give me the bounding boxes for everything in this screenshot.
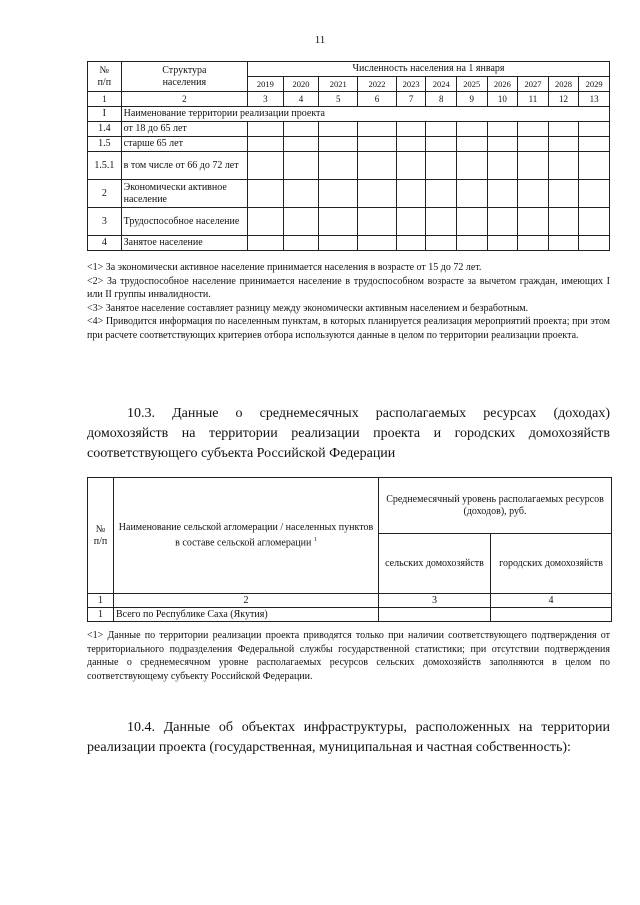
row-label: от 18 до 65 лет xyxy=(121,122,247,137)
row-num: 1.5 xyxy=(88,137,122,152)
data-cell xyxy=(283,236,319,251)
t2-header-name: Наименование сельской агломерации / населенных пунктов в составе сельской агломерации $^1$ xyxy=(114,478,379,594)
data-cell xyxy=(358,180,397,208)
data-cell xyxy=(319,152,358,180)
column-number: 6 xyxy=(358,92,397,107)
table2-notes xyxy=(87,629,610,683)
data-cell xyxy=(579,180,610,208)
data-cell xyxy=(319,236,358,251)
data-cell xyxy=(319,122,358,137)
data-cell xyxy=(248,137,284,152)
data-cell xyxy=(518,152,549,180)
header-structure: Структура населения xyxy=(121,62,247,92)
year-header: 2028 xyxy=(548,77,579,92)
row-label: Занятое население xyxy=(121,236,247,251)
data-cell xyxy=(426,180,457,208)
row-num: 1 xyxy=(88,608,114,622)
data-cell xyxy=(579,137,610,152)
data-cell xyxy=(487,137,518,152)
data-cell xyxy=(248,122,284,137)
row-name: Всего по Республике Саха (Якутия) xyxy=(114,608,379,622)
data-cell xyxy=(358,208,397,236)
footnote: <2> За трудоспособное население принимается население в трудоспособном возрасте за вычетом граждан, имеющих I или II группы инвалидности. xyxy=(87,275,610,300)
data-cell xyxy=(457,122,488,137)
row-label: в том числе от 66 до 72 лет xyxy=(121,152,247,180)
column-number: 7 xyxy=(396,92,426,107)
data-cell xyxy=(396,236,426,251)
data-cell xyxy=(518,208,549,236)
data-cell xyxy=(426,137,457,152)
data-cell xyxy=(579,152,610,180)
data-cell xyxy=(283,152,319,180)
data-cell xyxy=(487,236,518,251)
data-cell xyxy=(426,122,457,137)
column-number: 10 xyxy=(487,92,518,107)
column-number: 13 xyxy=(579,92,610,107)
data-cell xyxy=(457,180,488,208)
data-cell xyxy=(379,608,491,622)
data-cell xyxy=(518,180,549,208)
year-header: 2021 xyxy=(319,77,358,92)
data-cell xyxy=(579,208,610,236)
data-cell xyxy=(548,137,579,152)
data-cell xyxy=(487,180,518,208)
data-cell xyxy=(518,137,549,152)
year-header: 2029 xyxy=(579,77,610,92)
row-num: 1.5.1 xyxy=(88,152,122,180)
year-header: 2027 xyxy=(518,77,549,92)
data-cell xyxy=(283,208,319,236)
population-table xyxy=(87,61,610,251)
year-header: 2024 xyxy=(426,77,457,92)
data-cell xyxy=(319,137,358,152)
data-cell xyxy=(248,236,284,251)
data-cell xyxy=(426,152,457,180)
page-number: 11 xyxy=(314,34,326,46)
section-row-label: Наименование территории реализации проекта xyxy=(121,107,609,122)
row-label: Экономически активное население xyxy=(121,180,247,208)
data-cell xyxy=(396,180,426,208)
data-cell xyxy=(548,180,579,208)
data-cell xyxy=(487,122,518,137)
data-cell xyxy=(358,152,397,180)
section-10-3-heading: 10.3. Данные о среднемесячных располагаемых ресурсах (доходах) домохозяйств на территории реализации проекта и городских домохозяйств соответствующего субъекта Российской Федерации xyxy=(87,406,610,461)
data-cell xyxy=(457,137,488,152)
column-number: 3 xyxy=(379,594,491,608)
table-row xyxy=(88,180,610,208)
column-number: 2 xyxy=(121,92,247,107)
row-num: 4 xyxy=(88,236,122,251)
data-cell xyxy=(426,236,457,251)
column-number: 3 xyxy=(248,92,284,107)
column-number: 8 xyxy=(426,92,457,107)
data-cell xyxy=(457,236,488,251)
data-cell xyxy=(579,236,610,251)
data-cell xyxy=(518,236,549,251)
table-row xyxy=(88,208,610,236)
section-row-num: I xyxy=(88,107,122,122)
column-number: 1 xyxy=(88,594,114,608)
t2-header-urban: городских домохозяйств xyxy=(491,534,612,594)
data-cell xyxy=(548,236,579,251)
column-number: 9 xyxy=(457,92,488,107)
data-cell xyxy=(396,122,426,137)
t2-header-num: № п/п xyxy=(88,478,114,594)
year-header: 2022 xyxy=(358,77,397,92)
year-header: 2019 xyxy=(248,77,284,92)
data-cell xyxy=(491,608,612,622)
data-cell xyxy=(548,122,579,137)
data-cell xyxy=(319,208,358,236)
data-cell xyxy=(518,122,549,137)
row-num: 2 xyxy=(88,180,122,208)
t2-header-income: Среднемесячный уровень располагаемых ресурсов (доходов), руб. xyxy=(379,478,612,534)
column-number: 11 xyxy=(518,92,549,107)
year-header: 2023 xyxy=(396,77,426,92)
data-cell xyxy=(248,208,284,236)
footnote: <1> Данные по территории реализации проекта приводятся только при наличии соответствующего подтверждения от территориального подразделения Федеральной службы государственной статистики; при отсутствии подтверждения данные о среднемесячном уровне располагаемых ресурсов сельских домохозяйств заполняются в целом по соответствующему субъекту Российской Федерации. xyxy=(87,630,610,682)
column-number: 4 xyxy=(283,92,319,107)
table1-notes xyxy=(87,261,610,342)
data-cell xyxy=(358,122,397,137)
footnote: <1> За экономически активное население принимается населения в возрасте от 15 до 72 лет. xyxy=(87,262,482,273)
data-cell xyxy=(358,137,397,152)
data-cell xyxy=(426,208,457,236)
data-cell xyxy=(283,137,319,152)
section-10-4-heading: 10.4. Данные об объектах инфраструктуры, расположенных на территории реализации проекта (государственная, муниципальная и частная собственность): xyxy=(87,720,610,755)
data-cell xyxy=(358,236,397,251)
data-cell xyxy=(396,152,426,180)
data-cell xyxy=(248,152,284,180)
row-num: 1.4 xyxy=(88,122,122,137)
data-cell xyxy=(457,208,488,236)
year-header: 2020 xyxy=(283,77,319,92)
data-cell xyxy=(487,152,518,180)
data-cell xyxy=(457,152,488,180)
table-row xyxy=(88,152,610,180)
data-cell xyxy=(283,180,319,208)
data-cell xyxy=(548,208,579,236)
footnote: <4> Приводится информация по населенным пунктам, в которых планируется реализация мероприятий проекта; при этом при расчете соответствующих критериев отбора используются данные в целом по территории реализации проекта. xyxy=(87,316,610,341)
column-number: 12 xyxy=(548,92,579,107)
table-row xyxy=(88,137,610,152)
year-header: 2026 xyxy=(487,77,518,92)
data-cell xyxy=(248,180,284,208)
footnote: <3> Занятое население составляет разницу между экономически активным населением и безработным. xyxy=(87,302,529,314)
year-header: 2025 xyxy=(457,77,488,92)
row-label: старше 65 лет xyxy=(121,137,247,152)
data-cell xyxy=(319,180,358,208)
data-cell xyxy=(579,122,610,137)
header-num: № п/п xyxy=(88,62,122,92)
row-label: Трудоспособное население xyxy=(121,208,247,236)
column-number: 4 xyxy=(491,594,612,608)
row-num: 3 xyxy=(88,208,122,236)
table-row xyxy=(88,236,610,251)
data-cell xyxy=(396,208,426,236)
header-population-group: Численность населения на 1 января xyxy=(248,62,610,77)
column-number: 2 xyxy=(114,594,379,608)
table-row xyxy=(88,608,612,622)
t2-header-rural: сельских домохозяйств xyxy=(379,534,491,594)
data-cell xyxy=(487,208,518,236)
column-number: 5 xyxy=(319,92,358,107)
column-number: 1 xyxy=(88,92,122,107)
data-cell xyxy=(396,137,426,152)
table-row xyxy=(88,122,610,137)
data-cell xyxy=(283,122,319,137)
data-cell xyxy=(548,152,579,180)
income-table xyxy=(87,477,612,622)
